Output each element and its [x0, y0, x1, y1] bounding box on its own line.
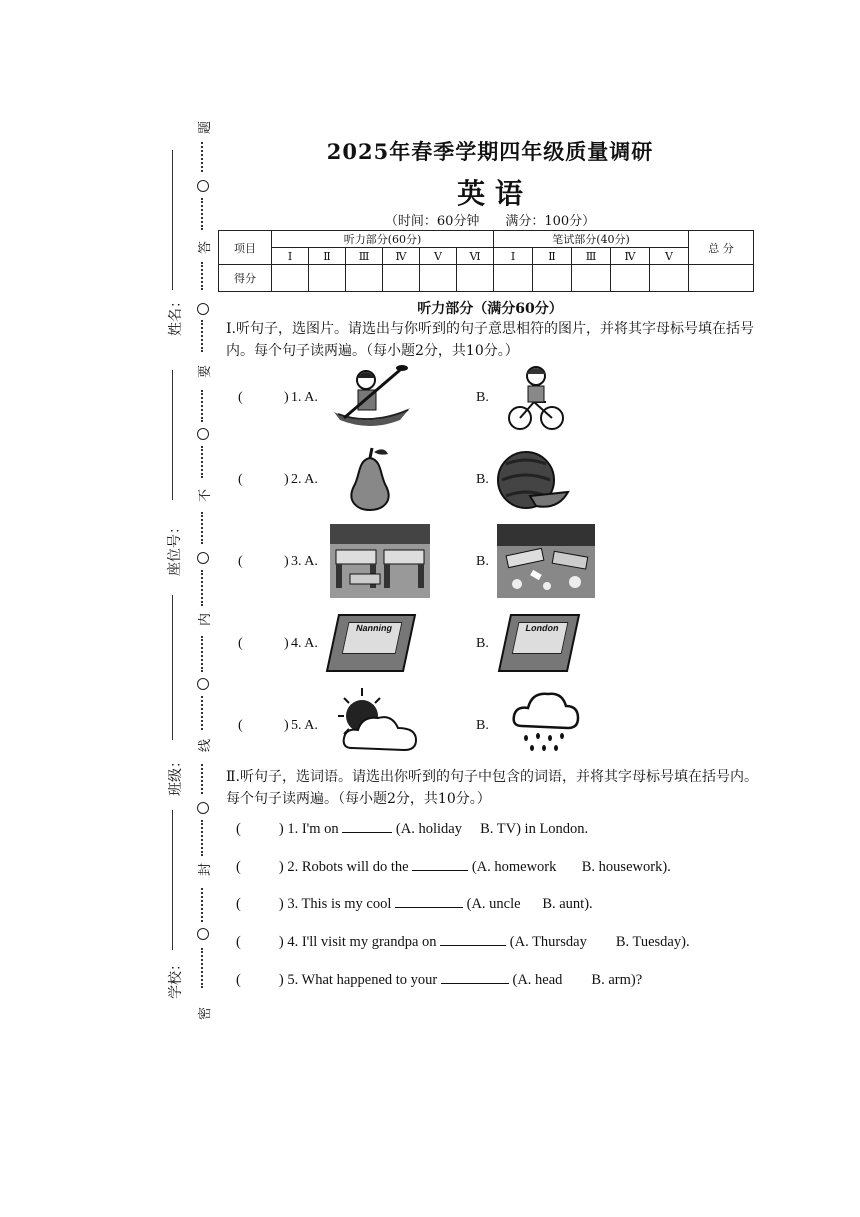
choice-b: B. arm)? [591, 972, 643, 988]
listening-heading: 听力部分（满分60分） [417, 301, 563, 317]
seal-char: 要 [198, 364, 214, 379]
kayaking-girl-icon [330, 360, 412, 430]
writing-col: Ⅴ [650, 248, 689, 265]
seal-char: 答 [198, 240, 214, 255]
score-cell[interactable] [689, 265, 754, 292]
choice-a: (A. uncle [466, 896, 521, 912]
fill-blank[interactable] [412, 856, 468, 871]
option-a-label: 2. A. [291, 472, 318, 487]
total-header: 总 分 [689, 231, 754, 265]
class-write-line [172, 595, 173, 740]
seal-dots [201, 142, 207, 172]
score-cell[interactable] [309, 265, 346, 292]
score-cell[interactable] [533, 265, 572, 292]
part1-instruction: Ⅰ.听句子，选图片。请选出与你听到的句子意思相符的图片，并将其字母标号填在括号内。每个句子读两遍。（每小题2分，共10分。） [226, 321, 754, 359]
seal-char: 不 [198, 488, 214, 503]
seal-dots [201, 948, 207, 988]
watermelon-icon [496, 450, 570, 510]
option-a-label: 3. A. [291, 554, 318, 569]
score-label: 得分 [219, 265, 272, 292]
binding-margin [0, 0, 220, 1217]
question-row: ( ) 2. Robots will do the (A. homework B. housework). [236, 856, 671, 876]
option-b-label: B. [476, 636, 489, 651]
seal-circle [197, 928, 209, 940]
seal-dots [201, 512, 207, 544]
listening-col: Ⅱ [309, 248, 346, 265]
class-label: 班级： [168, 754, 184, 796]
seal-dots [201, 764, 207, 794]
name-label: 姓名： [168, 294, 184, 336]
choice-b: B. housework). [581, 859, 671, 875]
school-write-line [172, 810, 173, 950]
subject-title: 英 语 [457, 177, 523, 210]
answer-paren-close: ) [284, 718, 289, 733]
nanning-book-title: Nanning [342, 622, 403, 654]
choice-a: (A. holiday [395, 821, 462, 837]
seal-dots [201, 696, 207, 730]
rain-cloud-icon [510, 688, 580, 756]
seal-dots [201, 570, 207, 606]
question-text: 4. I'll visit my grandpa on [287, 934, 437, 950]
answer-paren-close: ) [284, 472, 289, 487]
seal-circle [197, 802, 209, 814]
seal-dots [201, 446, 207, 478]
exam-info: （时间：60分钟 满分：100分） [384, 214, 596, 229]
school-label: 学校： [168, 957, 184, 999]
fill-blank[interactable] [441, 969, 509, 984]
listening-col: Ⅲ [346, 248, 383, 265]
score-cell[interactable] [383, 265, 420, 292]
seal-dots [201, 262, 207, 290]
score-cell[interactable] [272, 265, 309, 292]
option-b-label: B. [476, 718, 489, 733]
fill-blank[interactable] [342, 818, 392, 833]
question-row: ( ) 5. What happened to your (A. head B. arm)? [236, 969, 642, 989]
option-b-label: B. [476, 472, 489, 487]
seal-char: 线 [198, 738, 214, 753]
seal-dots [201, 820, 207, 856]
seal-circle [197, 303, 209, 315]
writing-col: Ⅳ [611, 248, 650, 265]
option-b-label: B. [476, 554, 489, 569]
question-row: ( ) 1. I'm on (A. holiday B. TV) in London. [236, 818, 588, 838]
score-cell[interactable] [346, 265, 383, 292]
answer-paren-close: ) [284, 554, 289, 569]
exam-title: 2025年春季学期四年级质量调研 [326, 139, 654, 164]
option-a-label: 1. A. [291, 390, 318, 405]
score-cell[interactable] [650, 265, 689, 292]
pear-icon [344, 446, 396, 512]
seal-dots [201, 636, 207, 672]
seal-circle [197, 678, 209, 690]
score-cell[interactable] [611, 265, 650, 292]
answer-paren-close: ) [284, 636, 289, 651]
listening-col: Ⅰ [272, 248, 309, 265]
option-a-label: 4. A. [291, 636, 318, 651]
seal-char: 密 [198, 1006, 214, 1021]
listening-col: Ⅵ [457, 248, 494, 265]
seal-dots [201, 320, 207, 352]
option-a-label: 5. A. [291, 718, 318, 733]
cycling-girl-icon [506, 362, 566, 432]
question-text: 3. This is my cool [287, 896, 392, 912]
writing-col: Ⅱ [533, 248, 572, 265]
seal-dots [201, 390, 207, 422]
london-book-title: London [512, 622, 569, 654]
writing-col: Ⅲ [572, 248, 611, 265]
answer-paren-open: ( [238, 390, 243, 405]
listening-col: Ⅳ [383, 248, 420, 265]
seat-write-line [172, 370, 173, 500]
seal-char: 题 [198, 120, 214, 135]
answer-paren-open: ( [238, 636, 243, 651]
question-text: 2. Robots will do the [287, 859, 409, 875]
writing-col: Ⅰ [494, 248, 533, 265]
choice-b: B. TV) in London. [480, 821, 589, 837]
choice-b: B. Tuesday). [615, 934, 690, 950]
answer-paren-close: ) [284, 390, 289, 405]
listening-header: 听力部分(60分) [272, 231, 494, 248]
question-row: ( ) 4. I'll visit my grandpa on (A. Thursday B. Tuesday). [236, 931, 690, 951]
listening-col: Ⅴ [420, 248, 457, 265]
sun-cloud-icon [332, 686, 420, 754]
question-row: ( ) 3. This is my cool (A. uncle B. aunt). [236, 893, 593, 913]
seal-char: 封 [198, 862, 214, 877]
writing-header: 笔试部分(40分) [494, 231, 689, 248]
seal-circle [197, 552, 209, 564]
tidy-classroom-icon [330, 524, 430, 598]
answer-paren-open: ( [238, 472, 243, 487]
seal-char: 内 [198, 612, 214, 627]
seal-circle [197, 428, 209, 440]
answer-paren-open: ( [238, 718, 243, 733]
fill-blank[interactable] [440, 931, 506, 946]
score-table [218, 230, 754, 292]
seal-dots [201, 888, 207, 922]
nanning-book-icon [326, 614, 416, 672]
choice-a: (A. head [512, 972, 563, 988]
part2-instruction: Ⅱ.听句子，选词语。请选出你听到的句子中包含的词语，并将其字母标号填在括号内。每个句子读两遍。（每小题2分，共10分。） [226, 769, 758, 807]
item-header: 项目 [219, 231, 272, 265]
score-cell[interactable] [572, 265, 611, 292]
score-cell[interactable] [457, 265, 494, 292]
messy-classroom-icon [497, 524, 595, 598]
choice-b: B. aunt). [542, 896, 593, 912]
question-text: 1. I'm on [287, 821, 339, 837]
choice-a: (A. homework [471, 859, 557, 875]
seal-dots [201, 198, 207, 230]
answer-blank[interactable] [238, 388, 288, 408]
answer-paren-open: ( [238, 554, 243, 569]
choice-a: (A. Thursday [509, 934, 587, 950]
name-write-line [172, 150, 173, 290]
fill-blank[interactable] [395, 893, 463, 908]
score-cell[interactable] [494, 265, 533, 292]
seat-label: 座位号： [167, 520, 183, 576]
london-book-icon [498, 614, 580, 672]
question-text: 5. What happened to your [287, 972, 438, 988]
score-cell[interactable] [420, 265, 457, 292]
option-b-label: B. [476, 390, 489, 405]
seal-circle [197, 180, 209, 192]
